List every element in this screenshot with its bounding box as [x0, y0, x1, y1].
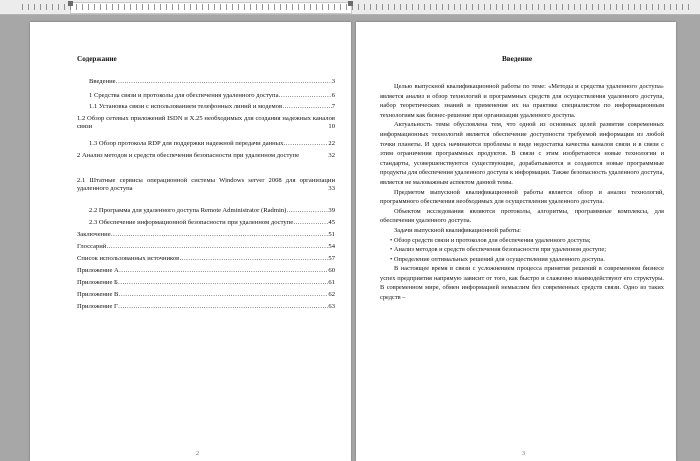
ruler-right-indent-marker[interactable] — [348, 1, 353, 6]
toc-leader-dots — [111, 231, 329, 239]
document-page-left[interactable] — [30, 22, 351, 461]
toc-entry-label: Введение — [89, 78, 116, 85]
horizontal-ruler[interactable] — [0, 0, 700, 15]
toc-entry[interactable] — [77, 92, 335, 100]
toc-entry[interactable] — [77, 219, 335, 227]
toc-entry[interactable] — [77, 152, 335, 160]
toc-entry-label: 2 Анализ методов и средств обеспечения безопасности при удаленном доступе — [77, 152, 300, 159]
toc-entry-page: 57 — [328, 255, 335, 262]
toc-entry-page: 3 — [331, 78, 335, 85]
ruler-ticks — [22, 4, 692, 10]
toc-leader-dots — [118, 279, 329, 287]
toc-leader-dots — [118, 303, 329, 311]
paragraph-closing: В настоящее время в связи с усложнением процесса принятия решений в современном бизнесе успех предприятия напрямую зависит от того, как быстро и слаженно взаимодействуют его структуры. В современном мире, обмен информацией немыслим без современных средств связи. Одно из таких средств – — [380, 265, 664, 302]
toc-entry-page: 54 — [328, 243, 335, 250]
toc-entry-label: 1.3 Обзор протокола RDP для поддержки надежной передачи данных — [89, 140, 284, 147]
toc-entry[interactable] — [77, 267, 335, 275]
paragraph-relevance: Актуальность темы обусловлена тем, что одной из основных целей развития современных информационных технологий является обеспечение доступности требуемой информации из любой точки планеты. И здесь начинаются проблемы в виде недостатка качества каналов связи и в связи с этим ограничения программных продуктов. В связи с этим изобретаются новые технологии и стандарты, усовершенствуются существующие, дорабатываются и создаются новые программные продукты для обеспечения удаленного доступа к информации. Также безопасность удаленного доступа, является не маловажным аспектом данной темы. — [380, 121, 664, 186]
toc-leader-dots — [286, 207, 328, 215]
toc-entry[interactable] — [77, 231, 335, 239]
toc-entry-label: Глоссарий — [77, 243, 107, 250]
toc-entry[interactable] — [77, 140, 335, 148]
toc-entry-label: Приложение Г — [77, 303, 118, 310]
toc-entry[interactable] — [77, 103, 335, 111]
toc-entry-page: 63 — [328, 303, 335, 310]
document-page-right[interactable] — [356, 22, 676, 461]
toc-entry-label: Приложение В — [77, 291, 119, 298]
toc-entry[interactable] — [77, 255, 335, 263]
ruler-left-indent-marker[interactable] — [68, 1, 73, 6]
toc-entry[interactable] — [77, 78, 335, 86]
toc-leader-dots — [282, 103, 332, 111]
toc-heading: Содержание — [77, 55, 117, 63]
intro-heading: Введение — [502, 55, 533, 63]
toc-entry-label: Список использованных источников — [77, 255, 180, 262]
toc-entry-page: 51 — [328, 231, 335, 238]
toc-leader-dots — [279, 92, 332, 100]
toc-entry-page: 6 — [331, 92, 335, 99]
toc-entry-label: 2.1 Штатные сервисы операционной системы Windows server 2008 для организации удаленного доступа — [77, 177, 335, 192]
toc-entry-page: 7 — [331, 103, 335, 110]
page-number: 2 — [196, 451, 199, 457]
toc-entry[interactable] — [77, 115, 335, 131]
toc-entry-label: Заключение — [77, 231, 111, 238]
paragraph-tasks: Задачи выпускной квалификационной работы: — [394, 226, 521, 234]
toc-leader-dots — [116, 78, 332, 86]
toc-entry-label: 1.2 Обзор сетевых приложений ISDN и X.25 необходимых для создания надежных каналов связи — [77, 115, 335, 130]
toc-entry-page: 61 — [328, 279, 335, 286]
intro-body — [380, 82, 664, 303]
list-item: • Обзор средств связи и протоколов для обеспечения удаленного доступа; — [390, 236, 591, 244]
toc-entry-label: 2.3 Обеспечение информационной безопасности при удаленном доступе — [89, 219, 294, 226]
toc-entry-label: Приложение А — [77, 267, 119, 274]
toc-entry[interactable] — [77, 303, 335, 311]
toc-leader-dots — [283, 140, 328, 148]
toc-entry[interactable] — [77, 279, 335, 287]
toc-leader-dots — [118, 291, 328, 299]
toc-entry-page: 62 — [328, 291, 335, 298]
toc-entry-page: 60 — [328, 267, 335, 274]
paragraph-object: Объектом исследования являются протоколы, алгоритмы, программные комплексы, для обеспечения удаленного доступа. — [380, 207, 664, 225]
toc-leader-dots — [293, 219, 328, 227]
list-item: • Анализ методов и средств обеспечения безопасности при удаленном доступе; — [390, 246, 606, 254]
toc-entry-page: 10 — [328, 123, 335, 130]
toc-entry-page: 45 — [328, 219, 335, 226]
toc-entry[interactable] — [77, 243, 335, 251]
toc-entry[interactable] — [77, 177, 335, 193]
toc-entry-label: 2.2 Программа для удаленного доступа Remote Administrator (Radmin) — [89, 207, 287, 214]
toc-leader-dots — [179, 255, 328, 263]
toc-entry-label: 1 Средства связи и протоколы для обеспечения удаленного доступа — [89, 92, 279, 99]
toc-leader-dots — [106, 243, 328, 251]
page-number: 3 — [522, 451, 525, 457]
toc-leader-dots — [119, 267, 329, 275]
toc-entry-page: 33 — [328, 185, 335, 192]
toc-entry-page: 22 — [328, 140, 335, 147]
toc-entry-page: 32 — [328, 152, 335, 159]
toc-entry-page: 39 — [328, 207, 335, 214]
toc-entry[interactable] — [77, 291, 335, 299]
paragraph-subject: Предметом выпускной квалификационной работы является обзор и анализ технологий, программного обеспечения необходимых для осуществления удаленного доступа. — [380, 188, 664, 206]
paragraph-goal: Целью выпускной квалификационной работы по теме: «Методы и средства удаленного доступа» является анализ и обзор технологий и программных средств для осуществления удаленного доступа, набор теоретических знаний и применения их на практике специалистом по информационным технологиям как бизнес-решение при организации удаленного доступа. — [380, 83, 664, 119]
toc-entry-label: Приложение Б — [77, 279, 118, 286]
toc-entry-label: 1.1 Установка связи с использованием телефонных линий и модемов — [89, 103, 283, 110]
toc-entry[interactable] — [77, 207, 335, 215]
list-item: • Определение оптимальных решений для осуществления удаленного доступа. — [390, 255, 605, 263]
